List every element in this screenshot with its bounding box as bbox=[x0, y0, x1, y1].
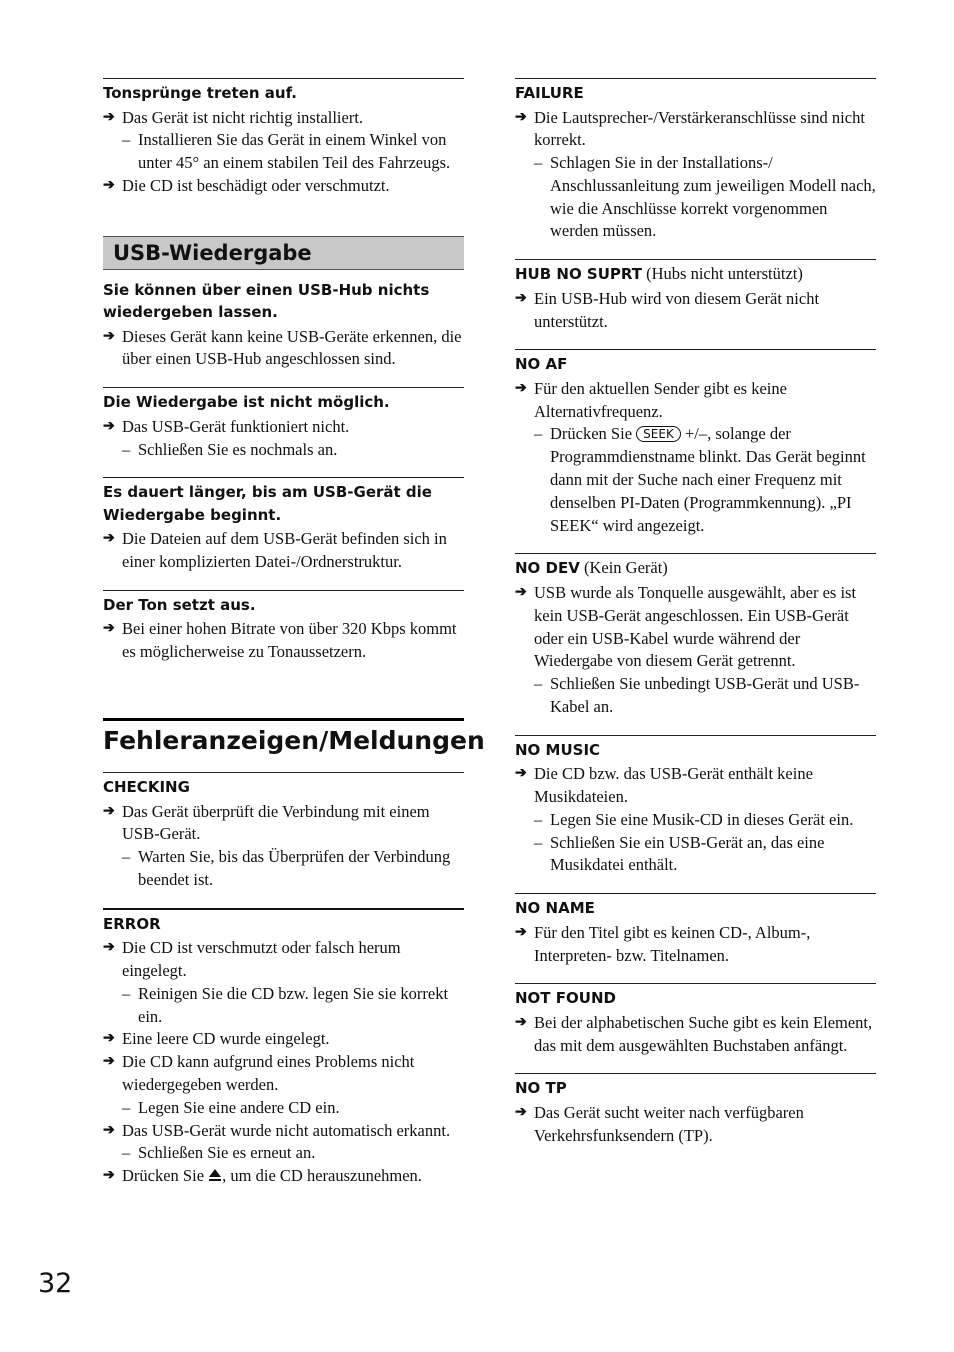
section-heading: NOT FOUND bbox=[515, 989, 616, 1008]
arrow-right-icon: ➔ bbox=[103, 418, 115, 434]
section-heading: NO NAME bbox=[515, 899, 595, 918]
band-title: USB-Wiedergabe bbox=[113, 240, 312, 265]
section-no-music bbox=[515, 735, 876, 893]
cause-item: ➔ Das Gerät sucht weiter nach verfügbaren Verkehrsfunksendern (TP). bbox=[515, 1102, 804, 1145]
cause-item: ➔ Dieses Gerät kann keine USB-Geräte erkennen, die über einen USB-Hub angeschlossen sind. bbox=[103, 326, 462, 369]
section-usb-hub bbox=[103, 276, 464, 388]
cause-item: ➔ Die CD ist beschädigt oder verschmutzt. bbox=[103, 175, 464, 198]
section-error bbox=[103, 908, 464, 1205]
section-dauert-laenger bbox=[103, 477, 464, 590]
remedy-item: – Legen Sie eine Musik-CD in dieses Gerät ein. bbox=[534, 809, 854, 829]
arrow-right-icon: ➔ bbox=[515, 1014, 527, 1030]
eject-icon bbox=[208, 1166, 222, 1189]
right-column bbox=[515, 78, 876, 1164]
remedy-item: – Warten Sie, bis das Überprüfen der Verbindung beendet ist. bbox=[122, 847, 451, 889]
cause-item: ➔ Die CD kann aufgrund eines Problems nicht wiedergegeben werden. bbox=[103, 1052, 415, 1095]
section-heading: NO DEV (Kein Gerät) bbox=[515, 558, 668, 578]
section-heading: NO TP bbox=[515, 1079, 567, 1098]
arrow-right-icon: ➔ bbox=[515, 766, 527, 782]
chapter-title-block bbox=[103, 718, 485, 773]
cause-item: ➔ Das Gerät ist nicht richtig installiert. bbox=[103, 107, 464, 130]
arrow-right-icon: ➔ bbox=[515, 584, 527, 600]
arrow-right-icon: ➔ bbox=[515, 290, 527, 306]
cause-item: ➔ Die CD ist verschmutzt oder falsch herum eingelegt. bbox=[103, 938, 401, 981]
cause-item: ➔ Drücken Sie , um die CD herauszunehmen. bbox=[103, 1165, 464, 1189]
section-wiedergabe-nicht-moeglich bbox=[103, 387, 464, 477]
remedy-item: – Reinigen Sie die CD bzw. legen Sie sie korrekt ein. bbox=[122, 983, 449, 1026]
remedy-item: – Installieren Sie das Gerät in einem Winkel von unter 45° an einem stabilen Teil des Fahrzeugs. bbox=[122, 130, 451, 173]
section-no-tp bbox=[515, 1073, 876, 1163]
section-failure bbox=[515, 78, 876, 259]
cause-item: ➔ Das Gerät überprüft die Verbindung mit einem USB-Gerät. bbox=[103, 801, 430, 844]
cause-item: ➔ Für den aktuellen Sender gibt es keine Alternativfrequenz. bbox=[515, 378, 787, 421]
section-heading: Sie können über einen USB-Hub nichts wiedergeben lassen. bbox=[103, 280, 430, 322]
section-ton-setzt-aus bbox=[103, 590, 464, 680]
arrow-right-icon: ➔ bbox=[103, 531, 115, 547]
arrow-right-icon: ➔ bbox=[515, 109, 527, 125]
cause-item: ➔ Die Dateien auf dem USB-Gerät befinden sich in einer komplizierten Datei-/Ordnerstruktur. bbox=[103, 529, 447, 572]
section-heading: Der Ton setzt aus. bbox=[103, 595, 256, 614]
left-column bbox=[103, 78, 485, 1205]
arrow-right-icon: ➔ bbox=[103, 328, 115, 344]
cause-item: ➔ Das USB-Gerät wurde nicht automatisch erkannt. bbox=[103, 1120, 464, 1143]
cause-item: ➔ Bei der alphabetischen Suche gibt es kein Element, das mit dem ausgewählten Buchstaben anfängt. bbox=[515, 1012, 873, 1055]
page-number: 32 bbox=[38, 1268, 73, 1299]
section-heading: Es dauert länger, bis am USB-Gerät die Wiedergabe beginnt. bbox=[103, 483, 432, 524]
arrow-right-icon: ➔ bbox=[515, 1104, 527, 1120]
arrow-right-icon: ➔ bbox=[103, 940, 115, 956]
section-heading: Die Wiedergabe ist nicht möglich. bbox=[103, 393, 390, 412]
section-heading: HUB NO SUPRT (Hubs nicht unterstützt) bbox=[515, 264, 803, 284]
section-heading: ERROR bbox=[103, 914, 161, 933]
cause-item: ➔ Für den Titel gibt es keinen CD-, Album-, Interpreten- bzw. Titelnamen. bbox=[515, 922, 811, 965]
cause-item: ➔ Die Lautsprecher-/Verstärkeranschlüsse sind nicht korrekt. bbox=[515, 107, 865, 150]
remedy-item: – Drücken Sie SEEK +/–, solange der Programmdienstname blinkt. Das Gerät beginnt dann mit der Suche nach einer Frequenz mit denselben PI-Daten (Programmkennung). „PI SEEK“ wird angezeigt. bbox=[534, 424, 866, 535]
arrow-right-icon: ➔ bbox=[103, 1122, 115, 1138]
section-no-af bbox=[515, 349, 876, 553]
section-heading: NO AF bbox=[515, 355, 568, 374]
section-checking bbox=[103, 773, 464, 908]
cause-item: ➔ Die CD bzw. das USB-Gerät enthält keine Musikdateien. bbox=[515, 764, 813, 807]
remedy-item: – Schließen Sie unbedingt USB-Gerät und USB-Kabel an. bbox=[534, 674, 860, 716]
section-tonspruenge bbox=[103, 78, 464, 214]
arrow-right-icon: ➔ bbox=[515, 380, 527, 396]
arrow-right-icon: ➔ bbox=[515, 924, 527, 940]
cause-item: ➔ Ein USB-Hub wird von diesem Gerät nicht unterstützt. bbox=[515, 288, 820, 331]
section-heading: NO MUSIC bbox=[515, 740, 601, 759]
arrow-right-icon: ➔ bbox=[103, 1031, 115, 1047]
chapter-title: Fehleranzeigen/Meldungen bbox=[103, 726, 485, 756]
section-not-found bbox=[515, 983, 876, 1073]
section-hub-no-suprt bbox=[515, 259, 876, 349]
cause-item: ➔ Das USB-Gerät funktioniert nicht. bbox=[103, 416, 464, 439]
arrow-right-icon: ➔ bbox=[103, 177, 115, 193]
cause-item: ➔ Eine leere CD wurde eingelegt. bbox=[103, 1028, 464, 1051]
remedy-item: – Schließen Sie ein USB-Gerät an, das eine Musikdatei enthält. bbox=[534, 832, 825, 875]
arrow-right-icon: ➔ bbox=[103, 621, 115, 637]
arrow-right-icon: ➔ bbox=[103, 109, 115, 125]
section-band-usb bbox=[103, 236, 464, 270]
section-no-dev bbox=[515, 553, 876, 734]
arrow-right-icon: ➔ bbox=[103, 803, 115, 819]
remedy-item: – Schließen Sie es nochmals an. bbox=[122, 439, 338, 459]
cause-item: ➔ USB wurde als Tonquelle ausgewählt, aber es ist kein USB-Gerät angeschlossen. Ein USB-Gerät oder ein USB-Kabel wurde während der Wiedergabe von diesem Gerät getrennt. bbox=[515, 582, 857, 671]
section-heading: Tonsprünge treten auf. bbox=[103, 84, 297, 102]
arrow-right-icon: ➔ bbox=[103, 1054, 115, 1070]
remedy-item: – Schließen Sie es erneut an. bbox=[122, 1143, 316, 1163]
seek-button-symbol: SEEK bbox=[636, 426, 681, 442]
remedy-item: – Legen Sie eine andere CD ein. bbox=[122, 1097, 340, 1117]
section-no-name bbox=[515, 893, 876, 983]
cause-item: ➔ Bei einer hohen Bitrate von über 320 Kbps kommt es möglicherweise zu Tonaussetzern. bbox=[103, 619, 457, 662]
section-heading: FAILURE bbox=[515, 84, 584, 102]
section-heading: CHECKING bbox=[103, 778, 190, 797]
remedy-item: – Schlagen Sie in der Installations-/ Anschlussanleitung zum jeweiligen Modell nach, wie die Anschlüsse korrekt vorgenommen werden müssen. bbox=[534, 153, 876, 241]
arrow-right-icon: ➔ bbox=[103, 1168, 115, 1184]
